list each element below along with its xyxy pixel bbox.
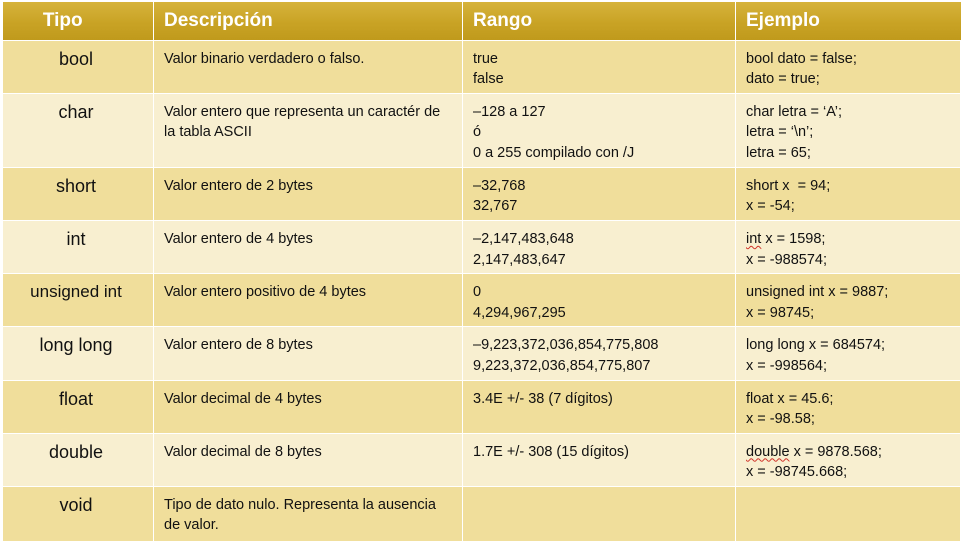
ejemplo-line: float x = 45.6; (746, 390, 834, 407)
descripcion-text: Valor decimal de 8 bytes (164, 443, 322, 460)
rango-line: 9,223,372,036,854,775,807 (473, 357, 651, 374)
cell-descripcion (154, 380, 463, 433)
table-row (3, 433, 961, 486)
cell-rango (463, 486, 736, 541)
cell-ejemplo (736, 327, 961, 380)
header-tipo: Tipo (3, 2, 154, 40)
ejemplo-line: short x = 94; (746, 177, 831, 194)
spellcheck-word: int (746, 231, 762, 248)
cell-rango (463, 327, 736, 380)
rango-line: 0 (473, 284, 482, 301)
cell-rango (463, 221, 736, 274)
cell-tipo: void (3, 486, 154, 541)
cell-rango (463, 40, 736, 93)
ejemplo-line: x = 98745; (746, 304, 815, 321)
ejemplo-line: x = -54; (746, 198, 795, 215)
rango-line: 1.7E +/- 308 (15 dígitos) (473, 443, 629, 460)
cell-descripcion (154, 40, 463, 93)
table-row (3, 486, 961, 541)
descripcion-text: Valor entero que representa un caractér de la tabla ASCII (164, 103, 441, 141)
cell-tipo: int (3, 221, 154, 274)
descripcion-text: Valor entero de 8 bytes (164, 337, 313, 354)
table-row (3, 93, 961, 167)
cell-ejemplo (736, 221, 961, 274)
table-row (3, 40, 961, 93)
rango-line: –32,768 (473, 177, 526, 194)
ejemplo-line-rest: x = 1598; (761, 231, 826, 248)
cell-ejemplo (736, 40, 961, 93)
ejemplo-line (746, 229, 952, 250)
descripcion-text: Valor entero de 2 bytes (164, 177, 313, 194)
ejemplo-line: letra = 65; (746, 144, 811, 161)
ejemplo-line: bool dato = false; (746, 50, 857, 67)
cell-descripcion (154, 274, 463, 327)
rango-line: false (473, 71, 504, 87)
ejemplo-line: dato = true; (746, 71, 820, 87)
cell-descripcion (154, 486, 463, 541)
cell-descripcion (154, 327, 463, 380)
cell-tipo: unsigned int (3, 274, 154, 327)
ejemplo-line-rest: x = 9878.568; (789, 443, 882, 460)
cell-tipo: bool (3, 40, 154, 93)
cell-ejemplo (736, 93, 961, 167)
cell-ejemplo (736, 486, 961, 541)
ejemplo-line: x = -998564; (746, 357, 828, 374)
rango-line: –2,147,483,648 (473, 231, 574, 248)
spellcheck-word: double (746, 443, 790, 460)
ejemplo-line (746, 442, 952, 463)
cell-ejemplo (736, 433, 961, 486)
ejemplo-line: letra = ‘\n’; (746, 124, 814, 141)
rango-line: 0 a 255 compilado con /J (473, 144, 635, 161)
cell-rango (463, 433, 736, 486)
ejemplo-line: x = -988574; (746, 251, 828, 268)
header-ejemplo: Ejemplo (746, 9, 820, 31)
table-row (3, 221, 961, 274)
cell-tipo: double (3, 433, 154, 486)
table-row (3, 380, 961, 433)
table-row (3, 274, 961, 327)
descripcion-text: Valor decimal de 4 bytes (164, 390, 322, 407)
table-row (3, 327, 961, 380)
rango-line: 4,294,967,295 (473, 304, 566, 321)
descripcion-text: Valor entero de 4 bytes (164, 231, 313, 248)
rango-line: 32,767 (473, 198, 518, 215)
rango-line: true (473, 50, 498, 67)
cell-rango (463, 167, 736, 220)
cell-tipo: long long (3, 327, 154, 380)
header-descripcion: Descripción (154, 2, 463, 40)
table-row (3, 167, 961, 220)
cell-ejemplo (736, 274, 961, 327)
ejemplo-line: unsigned int x = 9887; (746, 284, 889, 301)
types-table (2, 2, 961, 542)
table-header-row (3, 2, 961, 40)
cell-rango (463, 274, 736, 327)
descripcion-text: Tipo de dato nulo. Representa la ausencia de valor. (164, 496, 436, 534)
cell-rango (463, 93, 736, 167)
ejemplo-line: x = -98.58; (746, 411, 815, 427)
descripcion-text: Valor binario verdadero o falso. (164, 50, 365, 67)
cell-ejemplo (736, 380, 961, 433)
rango-line: 3.4E +/- 38 (7 dígitos) (473, 390, 613, 407)
cell-tipo: float (3, 380, 154, 433)
rango-line: –9,223,372,036,854,775,808 (473, 337, 659, 354)
cell-ejemplo (736, 167, 961, 220)
rango-line: 2,147,483,647 (473, 251, 566, 268)
rango-line: ó (473, 124, 482, 141)
cell-descripcion (154, 93, 463, 167)
cell-descripcion (154, 433, 463, 486)
cell-descripcion (154, 167, 463, 220)
header-rango: Rango (463, 2, 736, 40)
ejemplo-line: char letra = ‘A’; (746, 103, 843, 120)
cell-tipo: char (3, 93, 154, 167)
cell-tipo: short (3, 167, 154, 220)
ejemplo-line: long long x = 684574; (746, 337, 886, 354)
descripcion-text: Valor entero positivo de 4 bytes (164, 284, 367, 301)
data-types-table (1, 1, 959, 543)
cell-descripcion (154, 221, 463, 274)
rango-line: –128 a 127 (473, 103, 546, 120)
ejemplo-line: x = -98745.668; (746, 464, 848, 481)
cell-rango (463, 380, 736, 433)
